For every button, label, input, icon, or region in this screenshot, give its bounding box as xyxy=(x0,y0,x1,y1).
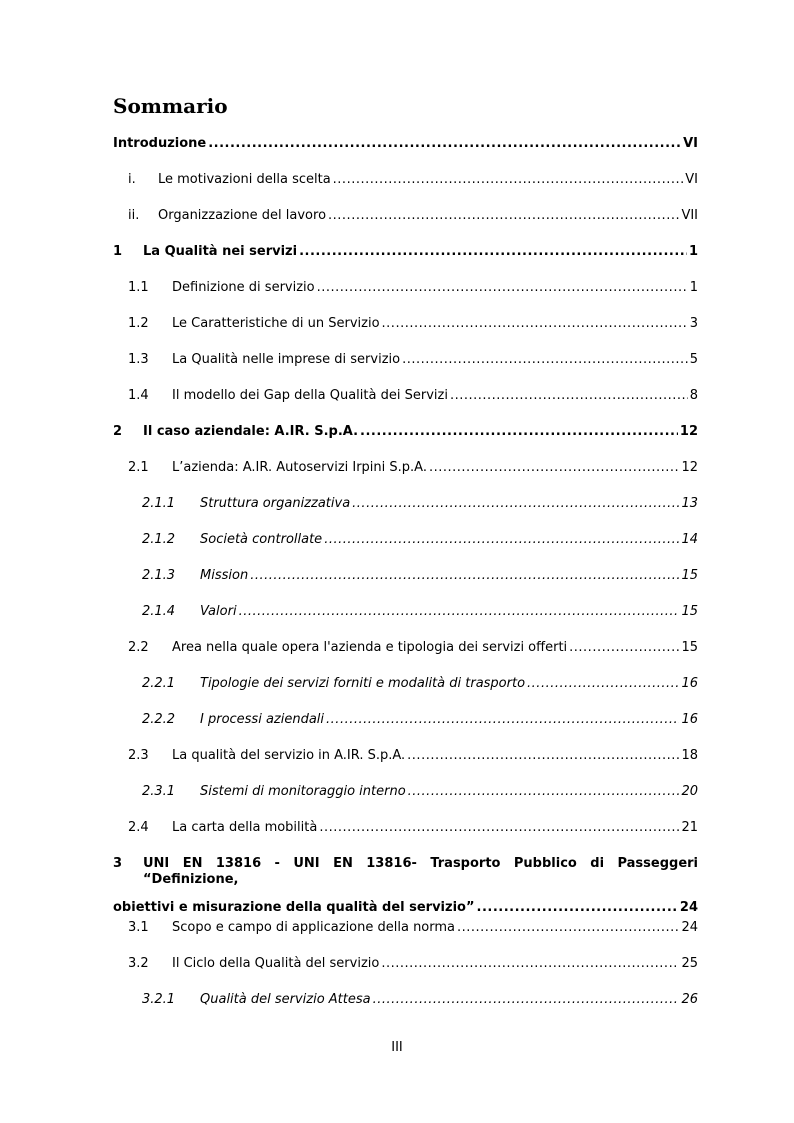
toc-entry-label: Scopo e campo di applicazione della norma xyxy=(172,920,456,935)
toc-entry-2-2[interactable] xyxy=(128,640,698,656)
toc-page-number: 15 xyxy=(681,568,698,583)
toc-entry-number: 2.1 xyxy=(128,460,149,475)
toc-entry-label: La qualità del servizio in A.IR. S.p.A. xyxy=(172,748,406,763)
toc-entry-1-4[interactable] xyxy=(128,388,698,404)
toc-page-number: 24 xyxy=(681,920,698,935)
toc-entry-label: La carta della mobilità xyxy=(172,820,318,835)
toc-entry-number: 2.4 xyxy=(128,820,149,835)
toc-leader-dots xyxy=(402,352,688,368)
toc-entry-number: 3.1 xyxy=(128,920,149,935)
toc-entry-label: I processi aziendali xyxy=(200,712,325,727)
toc-page-number: 12 xyxy=(679,424,698,439)
toc-entry-label: Il caso aziendale: A.IR. S.p.A. xyxy=(143,424,359,439)
toc-page-number: 3 xyxy=(689,316,698,331)
toc-entry-2-3-1[interactable] xyxy=(142,784,698,800)
toc-entry-number: 2.1.4 xyxy=(142,604,176,619)
toc-entry-label: La Qualità nelle imprese di servizio xyxy=(172,352,401,367)
toc-entry-number: 3 xyxy=(113,856,123,871)
toc-entry-2-1[interactable] xyxy=(128,460,698,476)
toc-entry-number: 1.3 xyxy=(128,352,149,367)
toc-page-number: 16 xyxy=(681,712,698,727)
toc-entry-number: ii. xyxy=(128,208,140,223)
toc-page-number: 25 xyxy=(681,956,698,971)
toc-entry-2-1-2[interactable] xyxy=(142,532,698,548)
toc-entry-2-1-1[interactable] xyxy=(142,496,698,512)
toc-page-number: 18 xyxy=(681,748,698,763)
toc-leader-dots xyxy=(250,568,679,584)
toc-leader-dots xyxy=(527,676,679,692)
toc-leader-dots xyxy=(477,900,678,916)
toc-leader-dots xyxy=(429,460,679,476)
toc-page-number: 16 xyxy=(681,676,698,691)
toc-leader-dots xyxy=(299,244,687,260)
toc-entry-label: Area nella quale opera l'azienda e tipologia dei servizi offerti xyxy=(172,640,568,655)
toc-entry-3-1[interactable] xyxy=(128,920,698,936)
toc-entry-number: 2.1.2 xyxy=(142,532,176,547)
toc-page-number: 1 xyxy=(689,280,698,295)
toc-page-number: 24 xyxy=(679,900,698,915)
toc-leader-dots xyxy=(328,208,679,224)
toc-entry-label: La Qualità nei servizi xyxy=(143,244,298,259)
toc-leader-dots xyxy=(324,532,679,548)
toc-entry-number: 2.1.1 xyxy=(142,496,176,511)
toc-entry-3-2[interactable] xyxy=(128,956,698,972)
toc-page-number: 5 xyxy=(689,352,698,367)
toc-leader-dots xyxy=(407,748,679,764)
toc-entry-number: 2.2.2 xyxy=(142,712,176,727)
toc-leader-dots xyxy=(381,956,679,972)
toc-entry-number: 2.3.1 xyxy=(142,784,176,799)
toc-leader-dots xyxy=(360,424,678,440)
toc-entry-number: 2.1.3 xyxy=(142,568,176,583)
toc-entry-label: Sistemi di monitoraggio interno xyxy=(200,784,406,799)
toc-entry-1-1[interactable] xyxy=(128,280,698,296)
toc-page-number: 15 xyxy=(681,640,698,655)
toc-entry-label-line1: UNI EN 13816 - UNI EN 13816- Trasporto Pubblico di Passeggeri “Definizione, xyxy=(143,856,698,887)
toc-leader-dots xyxy=(408,784,680,800)
toc-leader-dots xyxy=(317,280,688,296)
toc-entry-number: 2.2 xyxy=(128,640,149,655)
toc-entry-label: Il modello dei Gap della Qualità dei Servizi xyxy=(172,388,448,403)
toc-entry-2-1-3[interactable] xyxy=(142,568,698,584)
toc-entry-introduzione[interactable] xyxy=(113,136,698,152)
toc-entry-1-3[interactable] xyxy=(128,352,698,368)
toc-entry-label: Valori xyxy=(200,604,237,619)
toc-page-number: 14 xyxy=(681,532,698,547)
toc-leader-dots xyxy=(569,640,679,656)
toc-entry-number: 1.2 xyxy=(128,316,149,331)
toc-entry-label: Società controllate xyxy=(200,532,323,547)
toc-entry-2-1-4[interactable] xyxy=(142,604,698,620)
toc-entry-number: 3.2.1 xyxy=(142,992,176,1007)
toc-entry-number: 3.2 xyxy=(128,956,149,971)
toc-page-number: 21 xyxy=(681,820,698,835)
toc-entry-label: Organizzazione del lavoro xyxy=(158,208,327,223)
toc-leader-dots xyxy=(450,388,688,404)
toc-entry-label-line2: obiettivi e misurazione della qualità del servizio” xyxy=(113,900,475,915)
toc-entry-number: 2 xyxy=(113,424,123,439)
toc-entry-label: L’azienda: A.IR. Autoservizi Irpini S.p.A. xyxy=(172,460,427,475)
page-footer-number: III xyxy=(391,1040,403,1055)
toc-entry-number: 1 xyxy=(113,244,123,259)
toc-leader-dots xyxy=(326,712,679,728)
toc-entry-label: Le Caratteristiche di un Servizio xyxy=(172,316,380,331)
toc-entry-2-4[interactable] xyxy=(128,820,698,836)
toc-entry-number: 2.3 xyxy=(128,748,149,763)
toc-entry-2-2-2[interactable] xyxy=(142,712,698,728)
toc-entry-label: Introduzione xyxy=(113,136,207,151)
toc-leader-dots xyxy=(352,496,679,512)
toc-page-number: VI xyxy=(685,172,698,187)
toc-leader-dots xyxy=(208,136,681,152)
toc-entry-number: 2.2.1 xyxy=(142,676,176,691)
toc-entry-1[interactable] xyxy=(113,244,698,260)
toc-page-number: VI xyxy=(683,136,698,151)
toc-entry-label: Qualità del servizio Attesa xyxy=(200,992,371,1007)
page-title: Sommario xyxy=(113,94,228,118)
toc-entry-2[interactable] xyxy=(113,424,698,440)
toc-leader-dots xyxy=(333,172,684,188)
toc-page-number: 26 xyxy=(681,992,698,1007)
toc-entry-2-2-1[interactable] xyxy=(142,676,698,692)
toc-entry-number: 1.1 xyxy=(128,280,149,295)
toc-leader-dots xyxy=(319,820,679,836)
toc-page-number: 12 xyxy=(681,460,698,475)
toc-page-number: 13 xyxy=(681,496,698,511)
toc-page-number: 15 xyxy=(681,604,698,619)
toc-entry-3-2-1[interactable] xyxy=(142,992,698,1008)
toc-entry-2-3[interactable] xyxy=(128,748,698,764)
toc-page-number: VII xyxy=(681,208,698,223)
toc-entry-label: Struttura organizzativa xyxy=(200,496,351,511)
toc-entry-1-2[interactable] xyxy=(128,316,698,332)
toc-entry-label: Tipologie dei servizi forniti e modalità di trasporto xyxy=(200,676,526,691)
toc-entry-label: Definizione di servizio xyxy=(172,280,315,295)
toc-leader-dots xyxy=(457,920,679,936)
toc-entry-ii[interactable] xyxy=(128,208,698,224)
toc-entry-number: i. xyxy=(128,172,136,187)
toc-page-number: 1 xyxy=(688,244,698,259)
toc-entry-i[interactable] xyxy=(128,172,698,188)
toc-leader-dots xyxy=(373,992,680,1008)
toc-leader-dots xyxy=(239,604,680,620)
toc-entry-number: 1.4 xyxy=(128,388,149,403)
toc-page-number: 20 xyxy=(681,784,698,799)
toc-page-number: 8 xyxy=(689,388,698,403)
toc-entry-label: Le motivazioni della scelta xyxy=(158,172,331,187)
toc-entry-label: Il Ciclo della Qualità del servizio xyxy=(172,956,380,971)
toc-leader-dots xyxy=(382,316,688,332)
toc-entry-3[interactable] xyxy=(113,856,698,916)
toc-entry-label: Mission xyxy=(200,568,249,583)
